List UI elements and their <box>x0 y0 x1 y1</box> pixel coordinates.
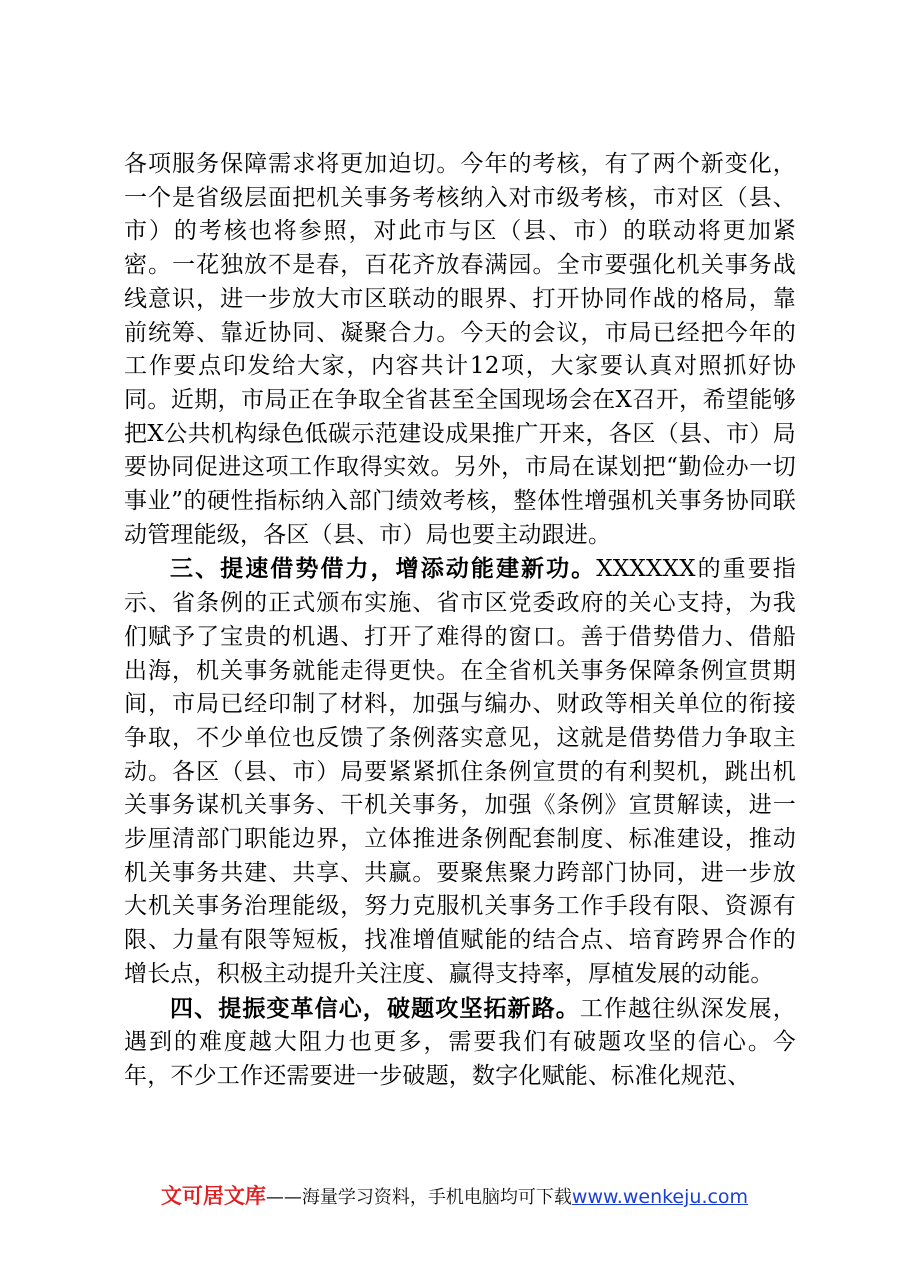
footer-watermark <box>0 1183 909 1211</box>
footer-slogan: ——海量学习资料，手机电脑均可下载 <box>265 1187 572 1208</box>
section-three-text: XXXXXX的重要指示、省条例的正式颁布实施、省市区党委政府的关心支持，为我们赋予了宝贵的机遇、打开了难得的窗口。善于借势借力、借船出海，机关事务就能走得更快。在全省机关事务保障条例宣贯期间，市局已经印制了材料，加强与编办、财政等相关单位的衔接争取，不少单位也反馈了条例落实意见，这就是借势借力争取主动。各区（县、市）局要紧紧抓住条例宣贯的有利契机，跳出机关事务谋机关事务、干机关事务，加强《条例》宣贯解读，进一步厘清部门职能边界，立体推进条例配套制度、标准建设，推动机关事务共建、共享、共赢。要聚焦聚力跨部门协同，进一步放大机关事务治理能级，努力克服机关事务工作手段有限、资源有限、力量有限等短板，找准增值赋能的结合点、培育跨界合作的增长点，积极主动提升关注度、赢得支持率，厚植发展的动能。 <box>124 556 796 987</box>
document-body <box>124 148 796 1094</box>
section-three-paragraph <box>124 552 796 991</box>
section-three-heading: 三、提速借势借力，增添动能建新功。 <box>170 555 597 583</box>
paragraph: 各项服务保障需求将更加迫切。今年的考核，有了两个新变化，一个是省级层面把机关事务考核纳入对市级考核，市对区（县、市）的考核也将参照，对此市与区（县、市）的联动将更加紧密。一花独放不是春，百花齐放春满园。全市要强化机关事务战线意识，进一步放大市区联动的眼界、打开协同作战的格局，靠前统筹、靠近协同、凝聚合力。今天的会议，市局已经把今年的工作要点印发给大家，内容共计12项，大家要认真对照抓好协同。近期，市局正在争取全省甚至全国现场会在X召开，希望能够把X公共机构绿色低碳示范建设成果推广开来，各区（县、市）局要协同促进这项工作取得实效。另外，市局在谋划把“勤俭办一切事业”的硬性指标纳入部门绩效考核，整体性增强机关事务协同联动管理能级，各区（县、市）局也要主动跟进。 <box>124 151 796 548</box>
section-four-paragraph <box>124 992 796 1094</box>
section-four-text: 工作越往纵深发展，遇到的难度越大阻力也更多，需要我们有破题攻坚的信心。今年，不少工作还需要进一步破题，数字化赋能、标准化规范、 <box>124 995 796 1089</box>
section-four-heading: 四、提振变革信心，破题攻坚拓新路。 <box>170 994 580 1022</box>
footer-site-link[interactable]: www.wenkeju.com <box>571 1186 749 1208</box>
footer-brand: 文可居文库 <box>160 1184 266 1208</box>
